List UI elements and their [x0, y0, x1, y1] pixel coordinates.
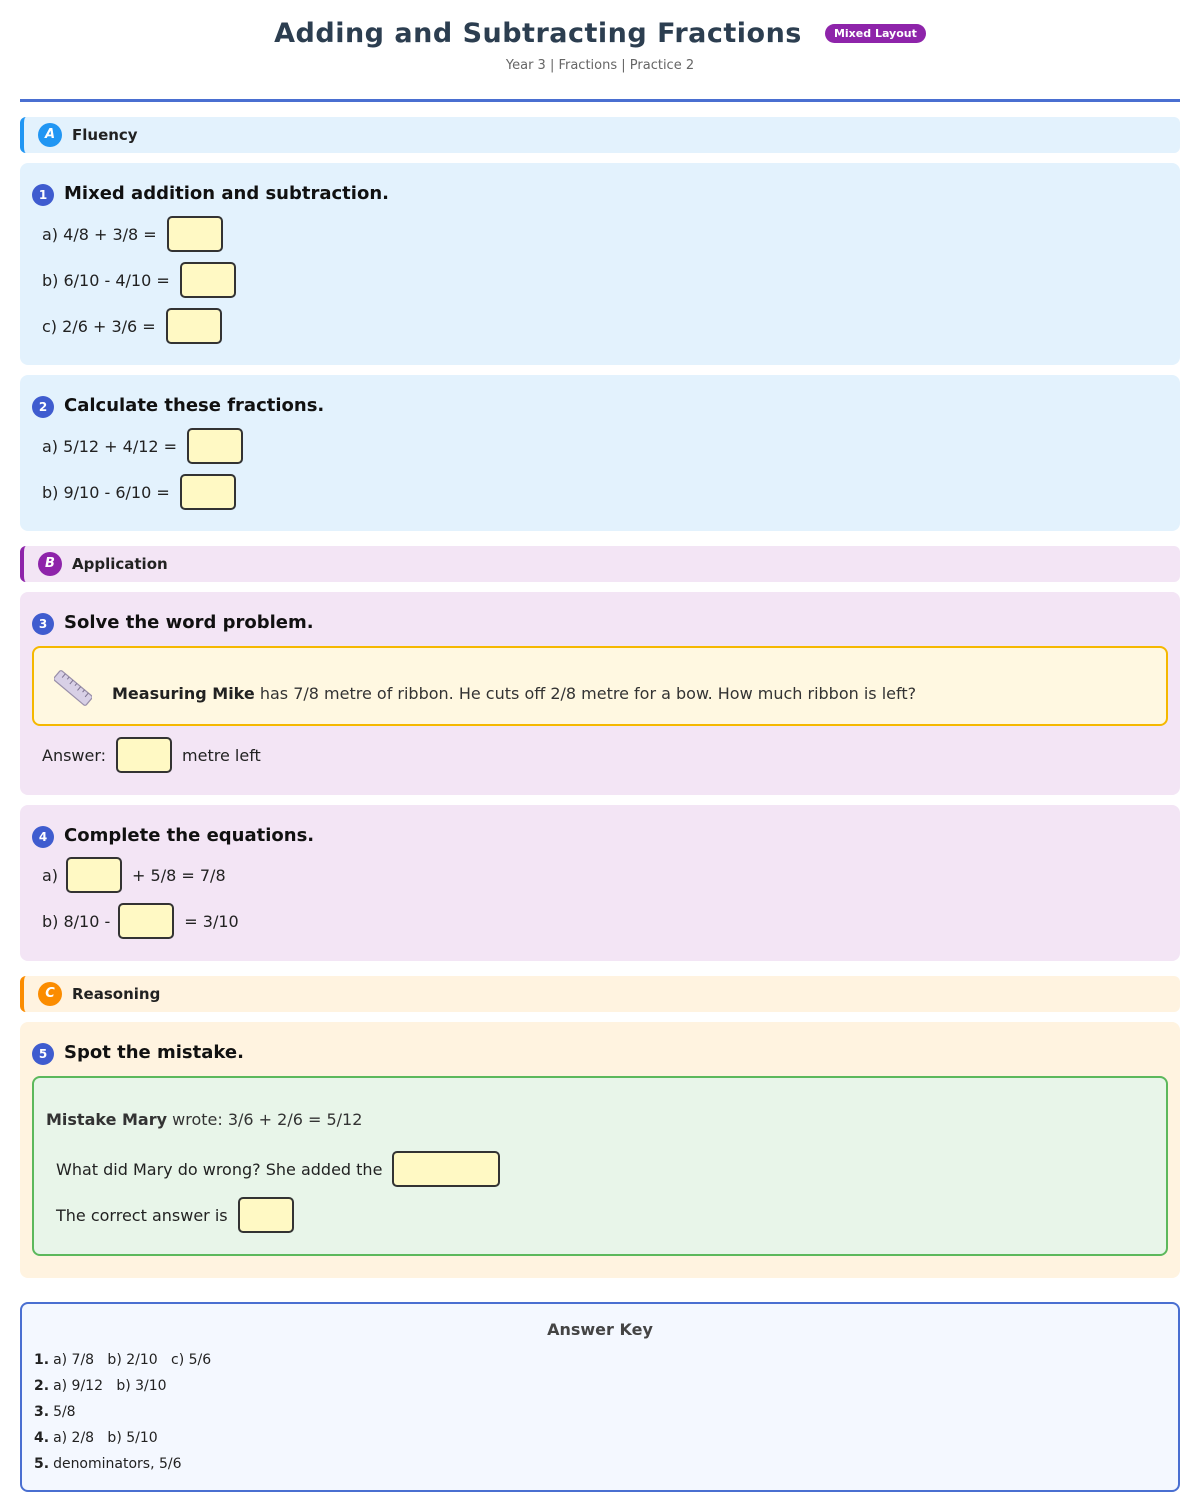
answer-suffix: metre left [182, 745, 261, 765]
q4-item-b [42, 902, 239, 940]
answer-box[interactable] [118, 903, 174, 939]
section-a-title: Fluency [72, 126, 138, 144]
answer-box[interactable] [167, 216, 223, 252]
section-b-letter: B [38, 552, 62, 576]
answer-key-text: a) 2/8 b) 5/10 [53, 1430, 158, 1446]
answer-box[interactable] [116, 737, 172, 773]
q1-item-b-text: b) 6/10 - 4/10 = [42, 270, 170, 290]
answer-key-num: 4. [34, 1430, 50, 1446]
mistake-text: wrote: 3/6 + 2/6 = 5/12 [167, 1110, 363, 1129]
answer-box[interactable] [66, 857, 122, 893]
q5-prompt-1-text: What did Mary do wrong? She added the [56, 1159, 383, 1179]
answer-key-num: 5. [34, 1456, 50, 1472]
answer-box[interactable] [166, 308, 222, 344]
section-c-title: Reasoning [72, 985, 161, 1003]
title-row [20, 18, 1180, 49]
q1-item-c [42, 307, 232, 345]
q2-item-a [42, 427, 253, 465]
question-number: 3 [32, 613, 54, 635]
answer-box[interactable] [187, 428, 243, 464]
q5-prompt-1 [56, 1150, 510, 1188]
answer-key-title: Answer Key [547, 1320, 653, 1339]
q2-item-a-text: a) 5/12 + 4/12 = [42, 436, 178, 456]
q2-item-b [42, 473, 246, 511]
section-b-title: Application [72, 555, 168, 573]
answer-box[interactable] [238, 1197, 294, 1233]
q5-prompt-2 [56, 1196, 304, 1234]
answer-key-num: 1. [34, 1352, 50, 1368]
layout-badge: Mixed Layout [825, 24, 926, 43]
q1-item-c-text: c) 2/6 + 3/6 = [42, 316, 156, 336]
answer-key-text: a) 9/12 b) 3/10 [53, 1378, 167, 1394]
question-2-card [20, 375, 1180, 531]
q1-item-a [42, 215, 233, 253]
answer-box[interactable] [180, 474, 236, 510]
question-1-card [20, 163, 1180, 365]
page-subtitle: Year 3 | Fractions | Practice 2 [505, 58, 695, 73]
question-text: Mixed addition and subtraction. [64, 183, 389, 204]
question-text: Spot the mistake. [64, 1042, 244, 1063]
question-number: 5 [32, 1043, 54, 1065]
q4-item-a-suffix: + 5/8 = 7/8 [132, 865, 226, 885]
section-a-header [20, 117, 1180, 153]
section-c-header [20, 976, 1180, 1012]
question-5-card [20, 1022, 1180, 1278]
q4-item-b-suffix: = 3/10 [184, 911, 239, 931]
q4-item-b-prefix: b) 8/10 - [42, 911, 111, 931]
q1-item-b [42, 261, 246, 299]
mistake-statement [46, 1110, 362, 1129]
page-title: Adding and Subtracting Fractions [274, 18, 802, 49]
q5-prompt-2-text: The correct answer is [56, 1205, 228, 1225]
word-problem-text [112, 684, 916, 703]
mistake-label: Mistake Mary [46, 1110, 168, 1129]
story-body: has 7/8 metre of ribbon. He cuts off 2/8 metre for a bow. How much ribbon is left? [254, 684, 917, 703]
answer-label: Answer: [42, 745, 107, 765]
q3-answer-line [42, 736, 261, 774]
answer-key-text: 5/8 [53, 1404, 76, 1420]
word-problem-box [32, 646, 1168, 726]
question-number: 4 [32, 826, 54, 848]
question-text: Solve the word problem. [64, 612, 314, 633]
section-c-letter: C [38, 982, 62, 1006]
ruler-icon [54, 670, 92, 706]
answer-key-num: 2. [34, 1378, 50, 1394]
answer-key-text: denominators, 5/6 [53, 1456, 182, 1472]
q4-item-a-prefix: a) [42, 865, 59, 885]
answer-key-row [34, 1378, 167, 1394]
question-number: 1 [32, 184, 54, 206]
q4-item-a [42, 856, 226, 894]
mistake-box [32, 1076, 1168, 1256]
section-a-letter: A [38, 123, 62, 147]
story-character-name: Measuring Mike [112, 684, 255, 703]
worksheet-header [20, 0, 1180, 102]
question-4-card [20, 805, 1180, 961]
question-text: Complete the equations. [64, 825, 315, 846]
answer-key-num: 3. [34, 1404, 50, 1420]
question-number: 2 [32, 396, 54, 418]
q1-item-a-text: a) 4/8 + 3/8 = [42, 224, 157, 244]
q2-item-b-text: b) 9/10 - 6/10 = [42, 482, 170, 502]
section-b-header [20, 546, 1180, 582]
answer-key-row [34, 1352, 211, 1368]
answer-key-row [34, 1456, 182, 1472]
answer-key-text: a) 7/8 b) 2/10 c) 5/6 [53, 1352, 212, 1368]
answer-key-row [34, 1430, 158, 1446]
answer-box[interactable] [180, 262, 236, 298]
answer-key [20, 1302, 1180, 1492]
answer-box[interactable] [392, 1151, 500, 1187]
question-text: Calculate these fractions. [64, 395, 325, 416]
answer-key-row [34, 1404, 76, 1420]
question-3-card [20, 592, 1180, 795]
